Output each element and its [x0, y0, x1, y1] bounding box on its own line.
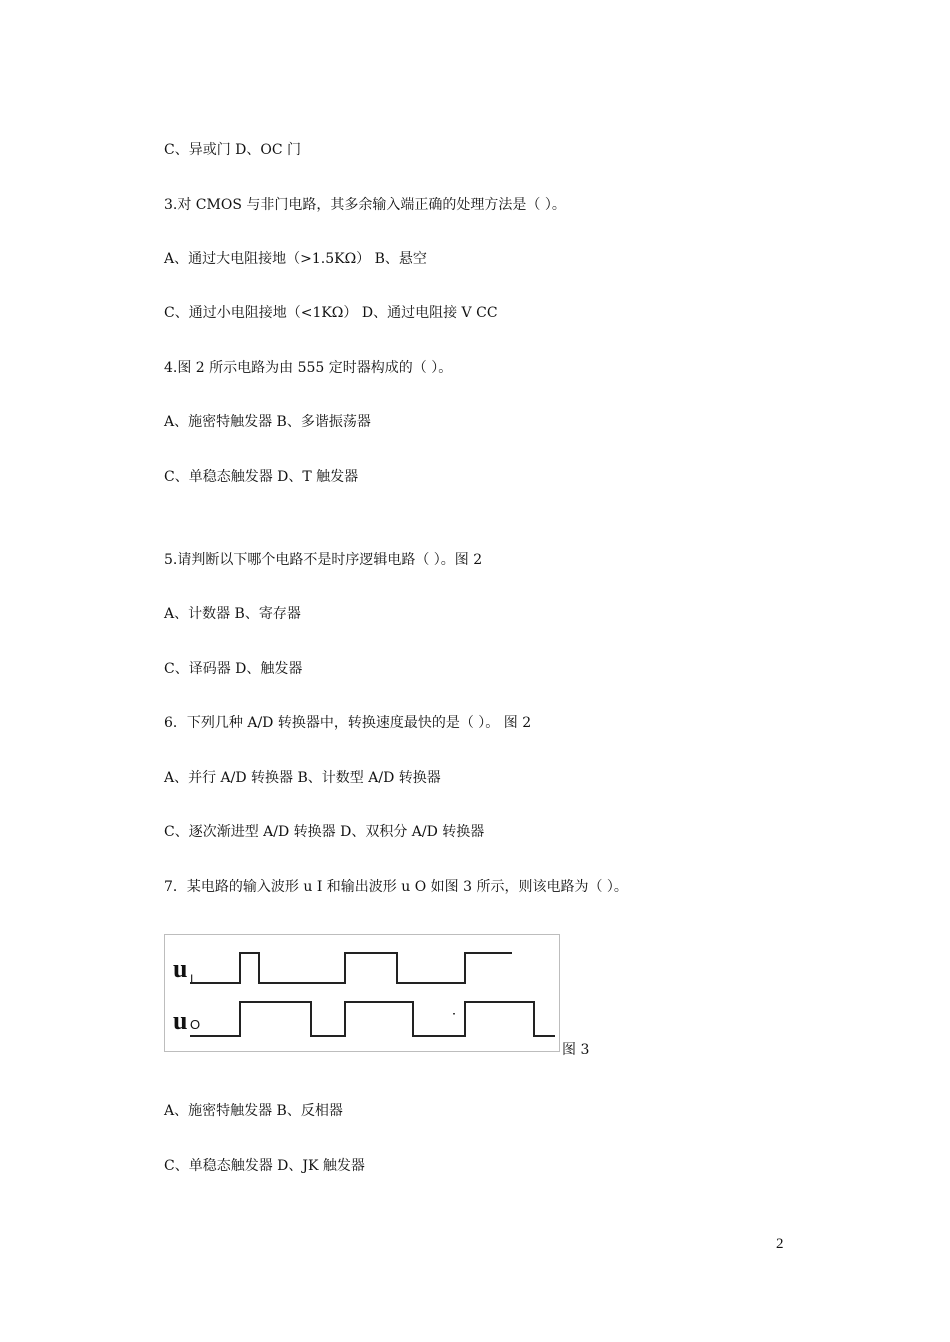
ui-waveform: [190, 953, 512, 983]
text-line-10: C、译码器 D、触发器: [164, 661, 303, 677]
text-line-12: A、并行 A/D 转换器 B、计数型 A/D 转换器: [164, 770, 441, 786]
stray-mark: [453, 1013, 455, 1015]
text-line-2: 3.对 CMOS 与非门电路，其多余输入端正确的处理方法是（ ）。: [164, 197, 566, 213]
uo-subscript: O: [190, 1017, 201, 1032]
uo-label: u: [173, 1006, 188, 1035]
text-line-11: 6．下列几种 A/D 转换器中，转换速度最快的是（ ）。 图 2: [164, 715, 532, 731]
ui-subscript: I: [190, 972, 194, 986]
text-line-7: C、单稳态触发器 D、T 触发器: [164, 469, 359, 485]
ui-label: u: [173, 954, 188, 983]
text-line-16: C、单稳态触发器 D、JK 触发器: [164, 1158, 365, 1174]
uo-waveform: [190, 1002, 555, 1036]
text-line-9: A、计数器 B、寄存器: [164, 606, 301, 622]
text-line-8: 5.请判断以下哪个电路不是时序逻辑电路（ ）。图 2: [164, 552, 483, 568]
page-number: 2: [776, 1236, 784, 1252]
waveform-diagram: [165, 935, 561, 1053]
text-line-3: A、通过大电阻接地（>1.5KΩ） B、悬空: [164, 251, 427, 267]
text-line-6: A、施密特触发器 B、多谐振荡器: [164, 414, 371, 430]
text-line-5: 4.图 2 所示电路为由 555 定时器构成的（ ）。: [164, 360, 453, 376]
figure-caption: 图 3: [562, 1042, 590, 1058]
waveform-figure: [164, 934, 560, 1052]
text-line-13: C、逐次渐进型 A/D 转换器 D、双积分 A/D 转换器: [164, 824, 485, 840]
text-line-14: 7．某电路的输入波形 u I 和输出波形 u O 如图 3 所示，则该电路为（ ）。: [164, 879, 628, 895]
text-line-1: C、异或门 D、OC 门: [164, 142, 302, 158]
text-line-15: A、施密特触发器 B、反相器: [164, 1103, 343, 1119]
text-line-4: C、通过小电阻接地（<1KΩ） D、通过电阻接 V CC: [164, 305, 498, 321]
